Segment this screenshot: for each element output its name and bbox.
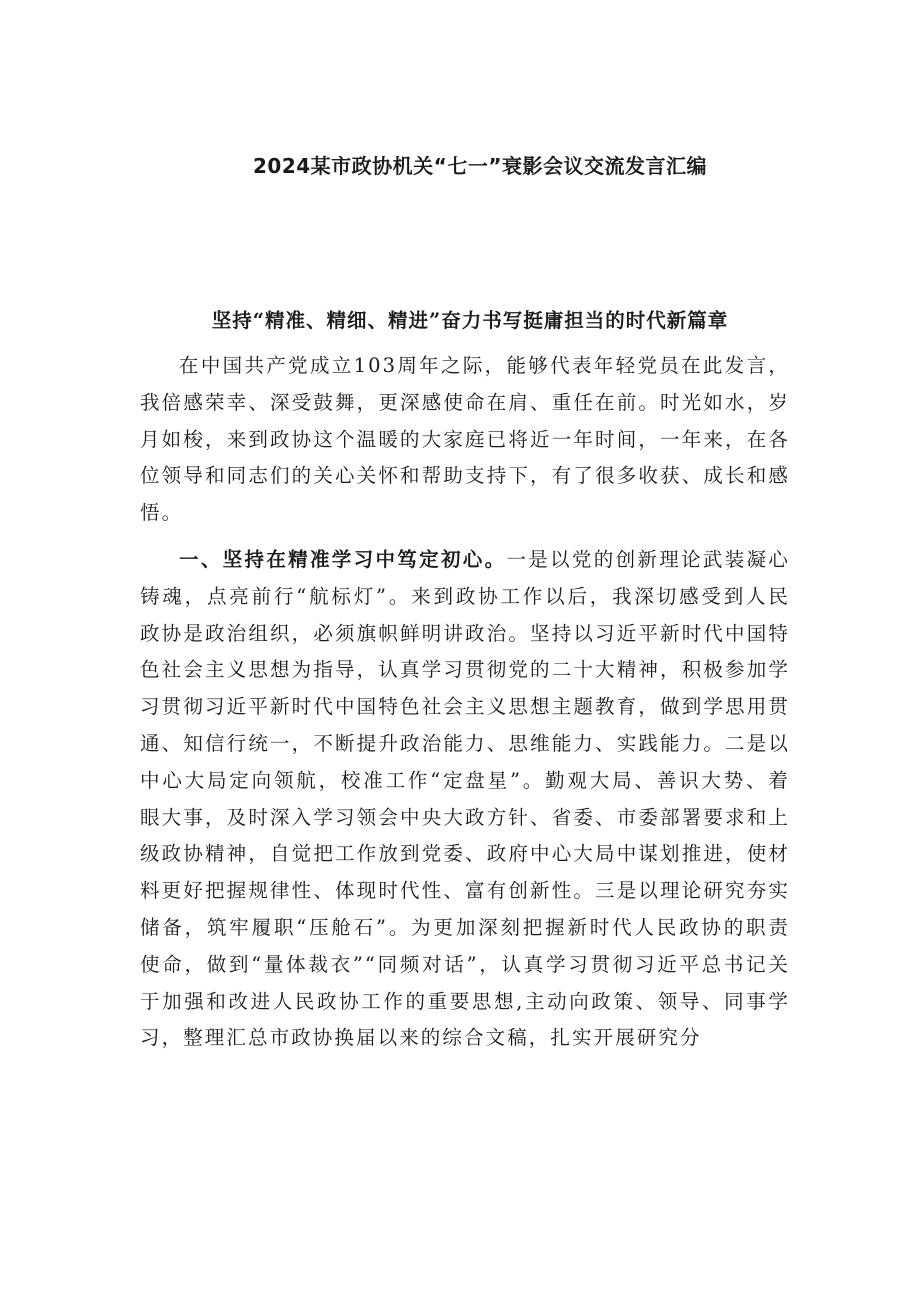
section-title: 坚持“精准、精细、精进”奋力书写挺庸担当的时代新篇章 bbox=[211, 309, 729, 332]
document-title: 2024某市政协机关“七一”衰影会议交流发言汇编 bbox=[253, 154, 707, 178]
paragraph-section-one bbox=[140, 542, 790, 1057]
paragraph-intro-text: 在中国共产党成立103周年之际，能够代表年轻党员在此发言，我倍感荣幸、深受鼓舞，更深感使命在肩、重任在前。时光如水，岁月如梭，来到政协这个温暖的大家庭已将近一年时间，一年来，在各位领导和同志们的关心关怀和帮助支持下，有了很多收获、成长和感悟。 bbox=[140, 354, 790, 525]
paragraph-heading: 一、坚持在精准学习中笃定初心。 bbox=[179, 548, 507, 571]
paragraph-section-one-text: 一是以党的创新理论武装凝心铸魂，点亮前行“航标灯”。来到政协工作以后，我深切感受到人民政协是政治组织，必须旗帜鲜明讲政治。坚持以习近平新时代中国特色社会主义思想为指导，认真学习贯彻党的二十大精神，积极参加学习贯彻习近平新时代中国特色社会主义思想主题教育，做到学思用贯通、知信行统一，不断提升政治能力、思维能力、实践能力。二是以中心大局定向领航，校准工作“定盘星”。勤观大局、善识大势、着眼大事，及时深入学习领会中央大政方针、省委、市委部署要求和上级政协精神，自觉把工作放到党委、政府中心大局中谋划推进，使材料更好把握规律性、体现时代性、富有创新性。三是以理论研究夯实储备，筑牢履职“压舱石”。为更加深刻把握新时代人民政协的职责使命，做到“量体裁衣”“同频对话”，认真学习贯彻习近平总书记关于加强和改进人民政协工作的重要思想,主动向政策、领导、同事学习，整理汇总市政协换届以来的综合文稿，扎实开展研究分 bbox=[140, 548, 790, 1050]
paragraph-intro bbox=[140, 348, 790, 532]
